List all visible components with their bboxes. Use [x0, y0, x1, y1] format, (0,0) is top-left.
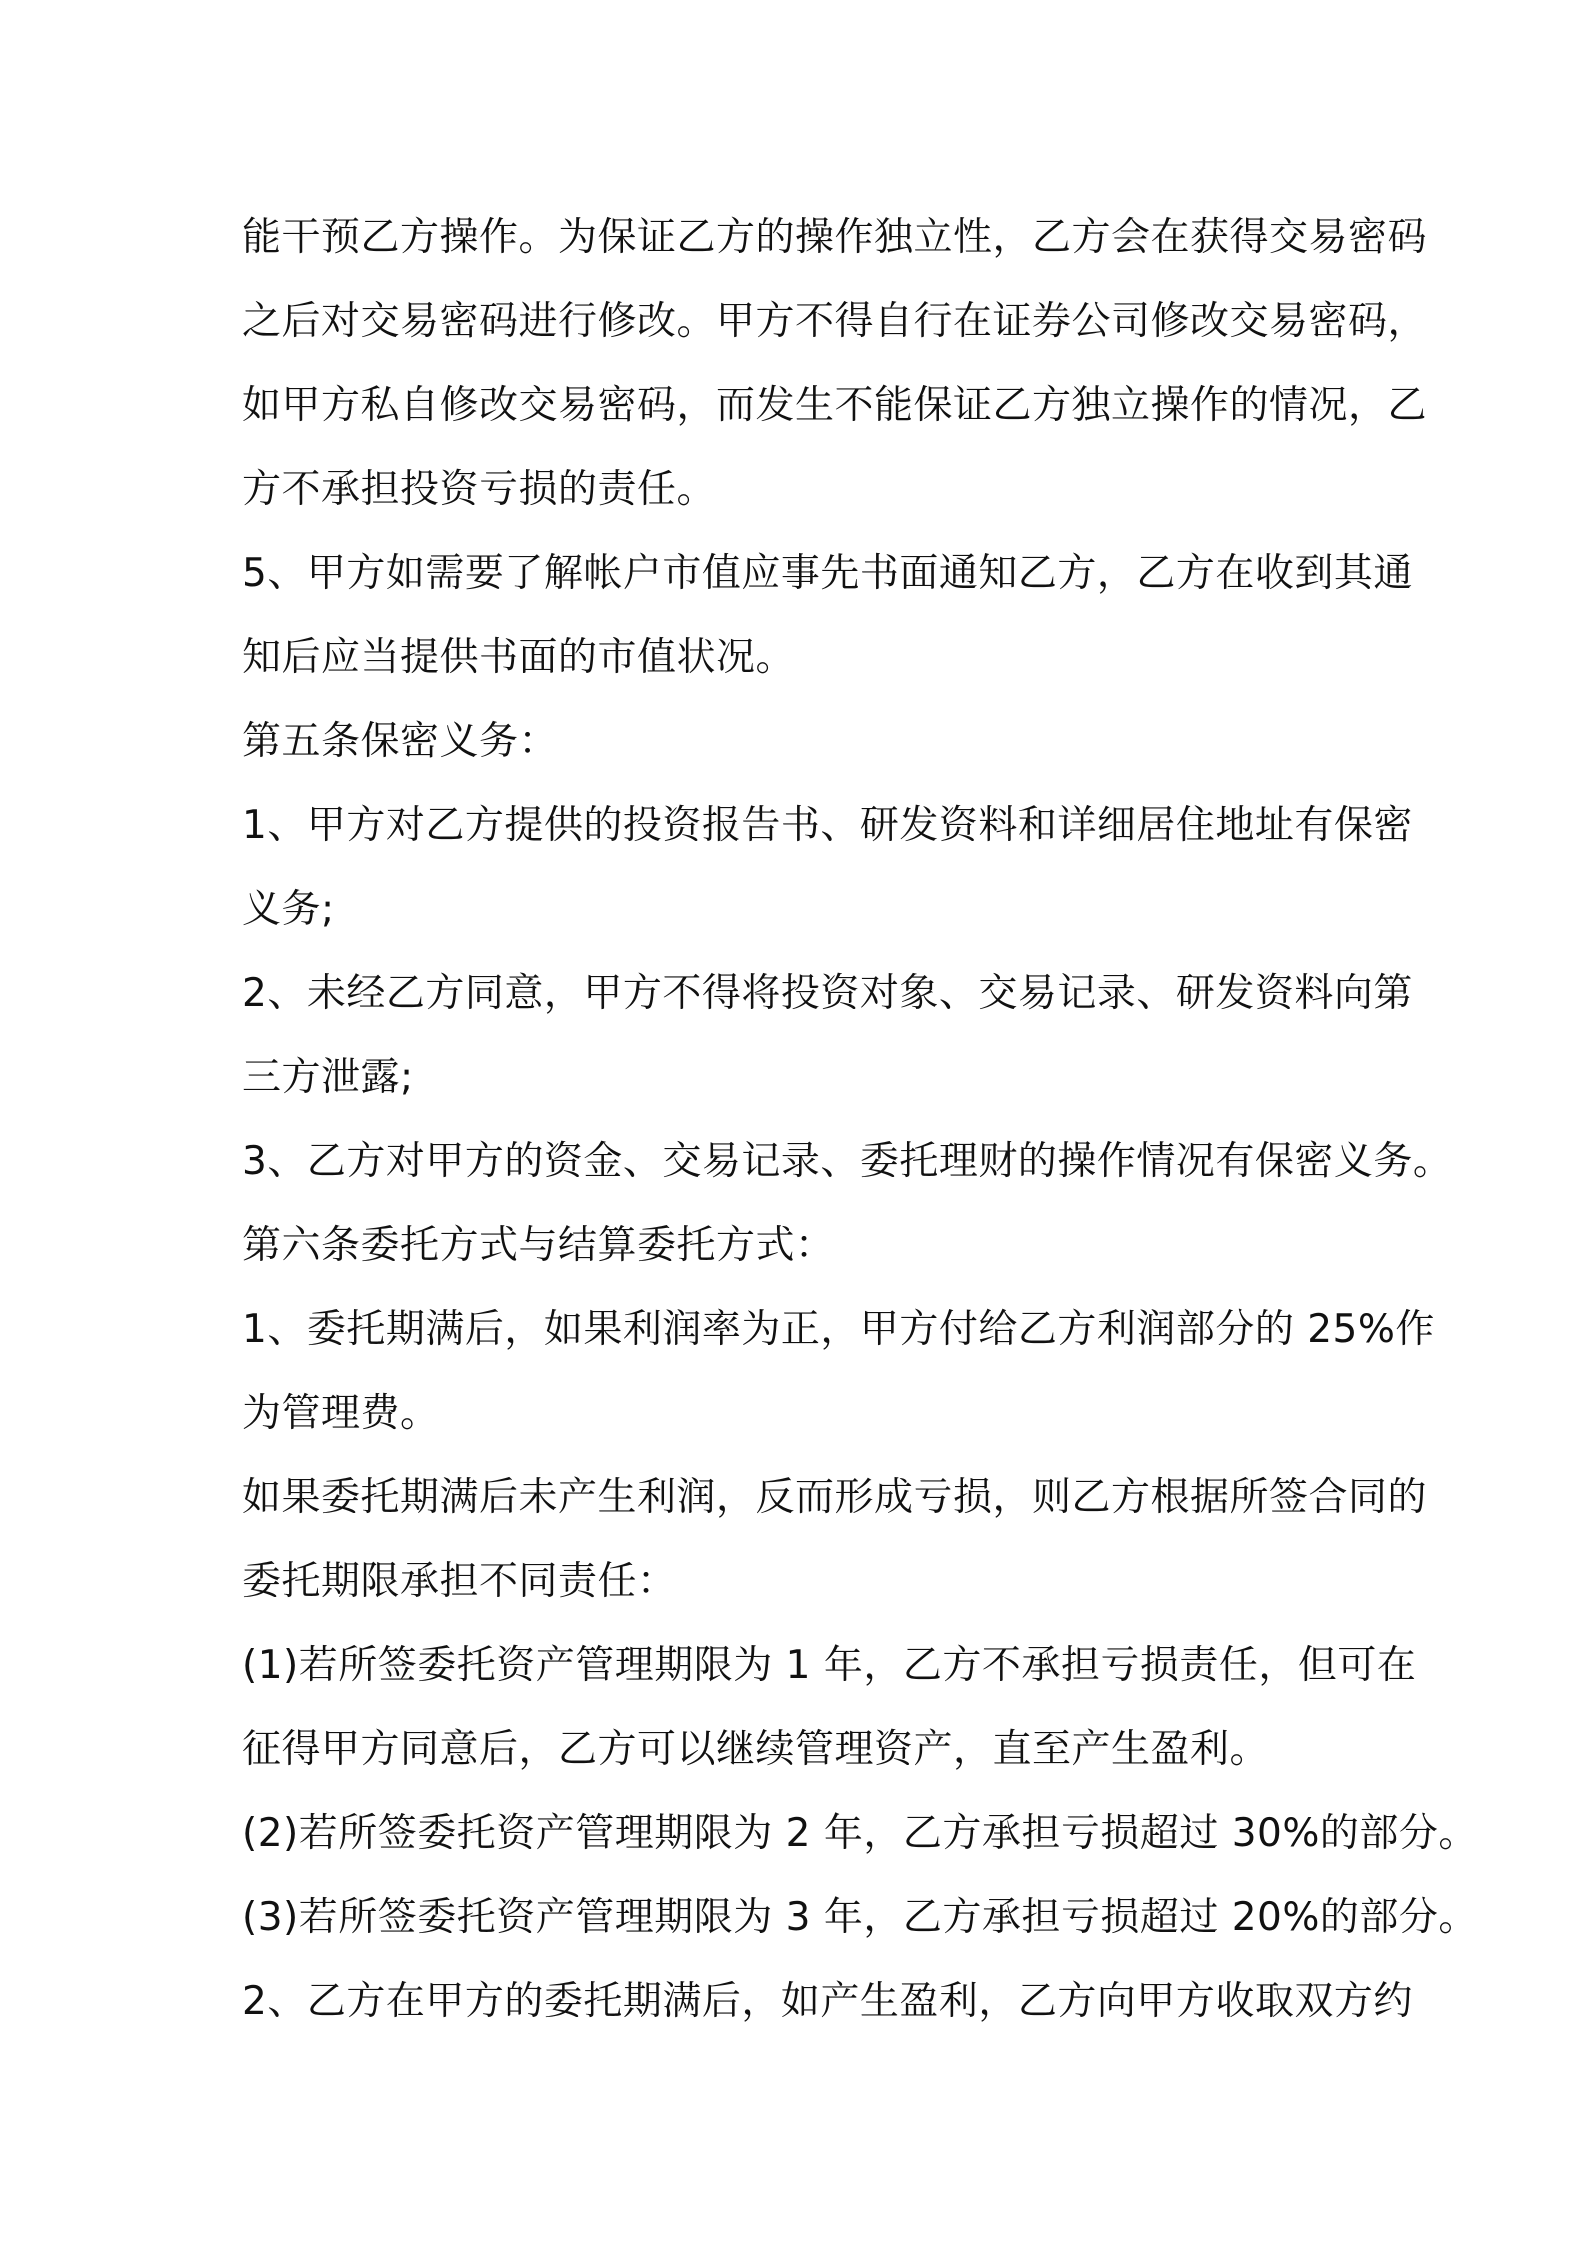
clause-item: 1、委托期满后，如果利润率为正，甲方付给乙方利润部分的 25%作: [242, 1307, 1435, 1352]
sub-clause-item: (1)若所签委托资产管理期限为 1 年，乙方不承担亏损责任，但可在: [242, 1643, 1417, 1688]
text-line: 为管理费。: [242, 1391, 440, 1436]
section-heading: 第六条委托方式与结算委托方式：: [242, 1223, 835, 1268]
text-line: 方不承担投资亏损的责任。: [242, 467, 717, 512]
text-line: 之后对交易密码进行修改。甲方不得自行在证券公司修改交易密码，: [242, 299, 1428, 344]
text-line: 征得甲方同意后，乙方可以继续管理资产，直至产生盈利。: [242, 1727, 1270, 1772]
clause-item: 1、甲方对乙方提供的投资报告书、研发资料和详细居住地址有保密: [242, 803, 1413, 848]
sub-clause-item: (2)若所签委托资产管理期限为 2 年，乙方承担亏损超过 30%的部分。: [242, 1811, 1478, 1856]
text-line: 如甲方私自修改交易密码，而发生不能保证乙方独立操作的情况，乙: [242, 383, 1428, 428]
document-body: [242, 196, 1478, 2044]
text-line: 如果委托期满后未产生利润，反而形成亏损，则乙方根据所签合同的: [242, 1475, 1428, 1520]
sub-clause-item: (3)若所签委托资产管理期限为 3 年，乙方承担亏损超过 20%的部分。: [242, 1895, 1478, 1940]
section-heading: 第五条保密义务：: [242, 719, 559, 764]
clause-item: 5、甲方如需要了解帐户市值应事先书面通知乙方，乙方在收到其通: [242, 551, 1413, 596]
text-line: 委托期限承担不同责任：: [242, 1559, 677, 1604]
text-line: 三方泄露;: [242, 1055, 414, 1100]
text-line: 能干预乙方操作。为保证乙方的操作独立性，乙方会在获得交易密码: [242, 215, 1428, 260]
clause-item: 2、未经乙方同意，甲方不得将投资对象、交易记录、研发资料向第: [242, 971, 1413, 1016]
text-line: 义务;: [242, 887, 335, 932]
clause-item: 2、乙方在甲方的委托期满后，如产生盈利，乙方向甲方收取双方约: [242, 1979, 1413, 2024]
text-line: 知后应当提供书面的市值状况。: [242, 635, 796, 680]
clause-item: 3、乙方对甲方的资金、交易记录、委托理财的操作情况有保密义务。: [242, 1139, 1453, 1184]
